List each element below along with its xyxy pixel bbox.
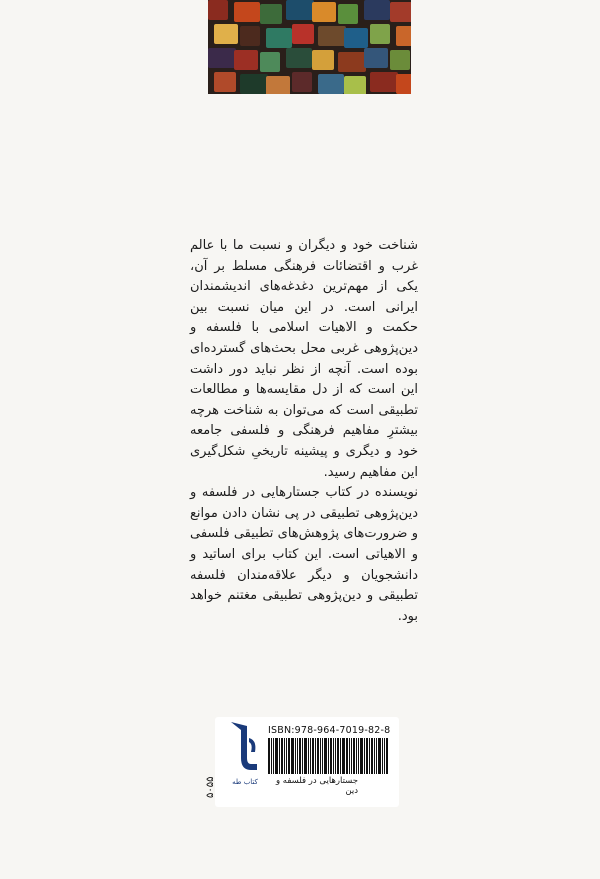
barcode-bar [340,738,341,774]
art-tile [318,74,344,94]
barcode-bar [342,738,345,774]
barcode-bar [374,738,375,774]
barcode-bar [371,738,373,774]
art-tile [312,50,334,70]
art-tile [214,72,236,92]
publisher-name: کتاب طه [232,778,258,786]
barcode-bar [288,738,290,774]
barcode-bar [384,738,385,774]
art-tile [240,74,268,94]
barcode-bar [315,738,316,774]
barcode-bar [346,738,348,774]
art-tile [292,72,312,92]
art-tile [364,48,388,68]
barcode-bar [302,738,303,774]
barcode-bar [364,738,365,774]
barcode-bar [360,738,363,774]
art-tile [338,52,366,72]
art-tile [234,50,258,70]
art-tile [260,52,280,72]
barcode-bar [268,738,270,774]
barcode-bar [308,738,309,774]
art-tile [390,2,411,22]
barcode-bar [310,738,311,774]
barcode-bar [378,738,381,774]
price-mark: ۵۰۵۵ [205,776,216,798]
barcode-bar [312,738,314,774]
barcode-bar [358,738,359,774]
barcode-bar [279,738,280,774]
art-tile [214,24,238,44]
cover-artwork [208,0,411,94]
barcode-bar [299,738,301,774]
blurb-paragraph-1: شناخت خود و دیگران و نسبت ما با عالم غرب و اقتضائات فرهنگی مسلط بر آن، یکی از مهم‌ترین دغدغه‌های اندیشمندان ایرانی است. در این میان نسبت بین حکمت و الاهیات اسلامی با فلسفه و دین‌پژوهی غربی محل بحث‌های گسترده‌ای بوده است. آنچه از نظر نباید دور داشت این است که از دل مقایسه‌ها و مطالعات تطبیقی است که می‌توان به شناخت هرچه بیشترِ مفاهیم فرهنگی و فلسفی جامعه خود و دیگری و پیشینه تاریخیِ شکل‌گیری این مفاهیم رسید. [190,238,418,480]
barcode-bar [356,738,357,774]
barcode-bar [304,738,307,774]
art-tile [234,2,260,22]
art-tile [390,50,410,70]
art-tile [208,48,236,68]
barcode-bar [386,738,388,774]
barcode-bar [275,738,278,774]
barcode-book-title: جستارهایی در فلسفه و دین [275,776,358,796]
barcode-bar [351,738,352,774]
barcode-bar [295,738,296,774]
barcode-bar [317,738,319,774]
art-tile [266,76,290,94]
barcode-bar [284,738,285,774]
barcode-bar [333,738,334,774]
barcode-bar [271,738,272,774]
back-cover-blurb [190,236,418,627]
art-tile [312,2,336,22]
art-tile [318,26,346,46]
publisher-logo-icon [227,718,261,778]
art-tile [344,28,368,48]
barcode-bar [324,738,327,774]
barcode-bar [320,738,321,774]
barcode-bar [337,738,339,774]
barcode-bar [328,738,329,774]
barcode-bar [366,738,368,774]
barcode-bar [330,738,332,774]
blurb-paragraph-2: نویسنده در کتاب جستارهایی در فلسفه و دین‌پژوهی تطبیقی در پی نشان دادن موانع و ضرورت‌های پژوهش‌های تطبیقی فلسفی و الاهیاتی است. این کتاب برای اساتید و دانشجویان و دیگر علاقه‌مندان فلسفه تطبیقی و دین‌پژوهی تطبیقی مغتنم خواهد بود. [190,485,418,624]
barcode-bar [369,738,370,774]
art-tile [370,24,390,44]
art-tile [396,74,411,94]
art-tile [208,0,228,20]
barcode-bar [286,738,287,774]
art-tile [344,76,366,94]
art-tile [396,26,411,46]
isbn-text: ISBN:978-964-7019-82-8 [268,725,391,736]
barcode-bar [353,738,355,774]
barcode-bar [335,738,336,774]
barcode-bar [322,738,323,774]
barcode-bar [376,738,377,774]
art-tile [286,0,314,20]
barcode-bar [281,738,283,774]
art-tile [266,28,292,48]
barcode-bar [382,738,383,774]
art-tile [370,72,398,92]
barcode-bar [297,738,298,774]
barcode-bar [291,738,294,774]
barcode [268,738,392,774]
art-tile [286,48,312,68]
art-tile [364,0,390,20]
art-tile [292,24,314,44]
art-tile [260,4,282,24]
barcode-bar [349,738,350,774]
barcode-bar [273,738,274,774]
art-tile [240,26,260,46]
art-tile [338,4,358,24]
